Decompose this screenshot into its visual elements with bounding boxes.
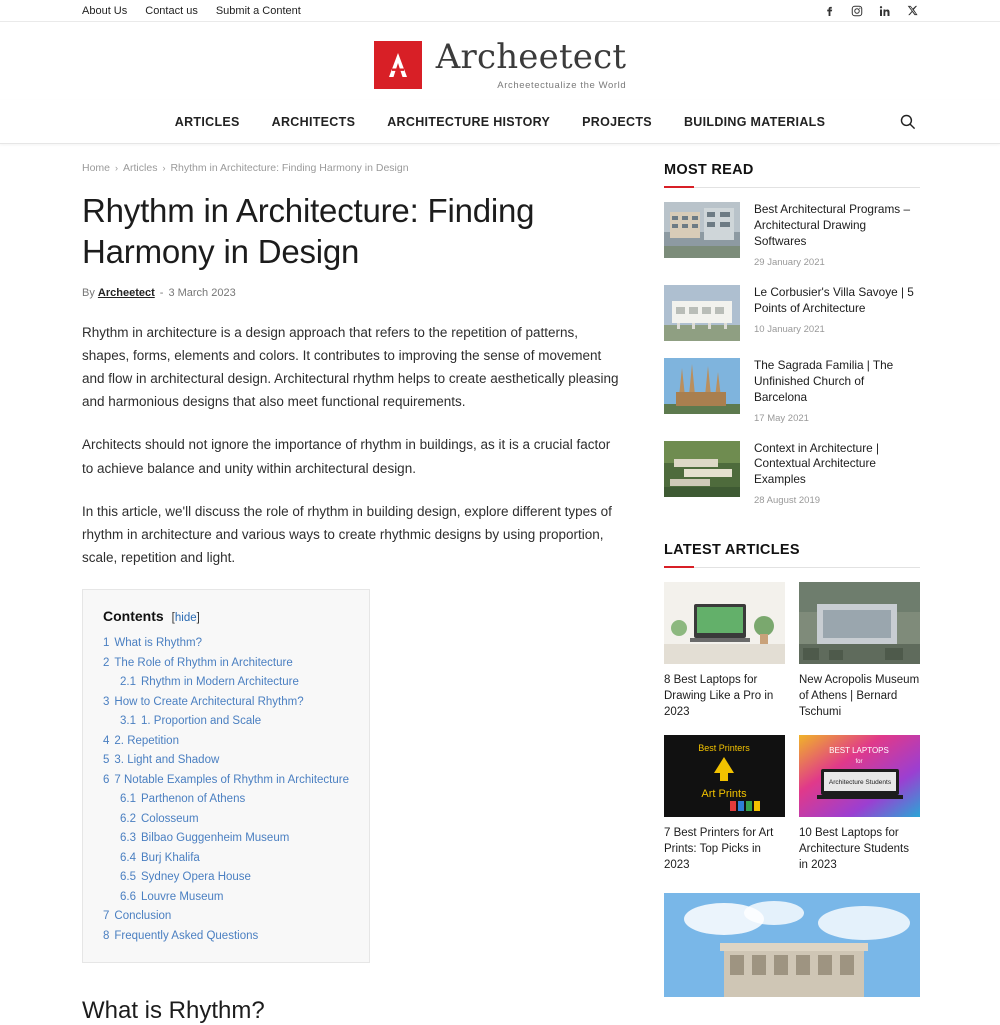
nav-link-architecture-history[interactable]: ARCHITECTURE HISTORY xyxy=(387,114,551,129)
toc-item-link[interactable]: Frequently Asked Questions xyxy=(114,929,259,942)
toc-item[interactable] xyxy=(103,716,349,728)
list-item-text xyxy=(754,285,920,341)
toc-list xyxy=(103,638,349,942)
breadcrumb-item-home[interactable]: Home xyxy=(82,162,111,174)
toc-item-number: 3.1 xyxy=(120,715,136,728)
toc-bracket-open: [ xyxy=(171,612,175,625)
top-link-about-us[interactable]: About Us xyxy=(82,4,128,17)
article-paragraph-2: Architects should not ignore the importance of rhythm in buildings, as it is a crucial factor to achieve balance and unity within architectural design. xyxy=(82,437,611,476)
toc-item[interactable] xyxy=(103,658,349,670)
sidebar-feature-image[interactable] xyxy=(664,893,920,997)
toc-item-link[interactable]: Sydney Opera House xyxy=(141,871,251,884)
instagram-icon[interactable] xyxy=(851,5,863,17)
toc-item-number: 6.3 xyxy=(120,832,136,845)
list-item[interactable] xyxy=(664,202,920,268)
top-bar-links xyxy=(82,5,301,17)
toc-item-number: 2 xyxy=(103,656,110,669)
toc-item[interactable] xyxy=(103,814,349,826)
list-item-date: 17 May 2021 xyxy=(754,412,809,424)
thumbnail-image xyxy=(799,582,920,664)
article-paragraph-3: In this article, we'll discuss the role of rhythm in building design, explore different types of rhythm in architecture and various ways to create rhythmic designs by using proportion, scale, repetition and light. xyxy=(82,503,612,566)
nav-item-articles[interactable] xyxy=(175,113,240,131)
thumbnail-image xyxy=(799,735,920,817)
list-item[interactable] xyxy=(664,358,920,424)
toc-item-number: 6.4 xyxy=(120,851,136,864)
toc-item[interactable] xyxy=(103,872,349,884)
toc-item-number: 6 xyxy=(103,773,110,786)
toc-item[interactable] xyxy=(103,677,349,689)
nav-link-projects[interactable]: PROJECTS xyxy=(582,114,652,129)
social-links xyxy=(824,5,918,17)
toc-item[interactable] xyxy=(103,697,349,709)
main-navigation xyxy=(0,100,1000,144)
list-item[interactable] xyxy=(664,441,920,507)
toc-item-link[interactable]: 7 Notable Examples of Rhythm in Architecture xyxy=(114,773,349,786)
list-item-title[interactable]: The Sagrada Familia | The Unfinished Church of Barcelona xyxy=(754,357,894,404)
list-item-title[interactable]: 7 Best Printers for Art Prints: Top Picks in 2023 xyxy=(664,826,774,871)
list-item-title[interactable]: 8 Best Laptops for Drawing Like a Pro in 2023 xyxy=(664,674,774,719)
toc-item-link[interactable]: How to Create Architectural Rhythm? xyxy=(114,695,304,708)
byline-date: 3 March 2023 xyxy=(168,286,236,299)
toc-item-number: 6.2 xyxy=(120,812,136,825)
list-item-title[interactable]: Context in Architecture | Contextual Architecture Examples xyxy=(754,440,880,487)
article-byline xyxy=(82,287,620,299)
facebook-icon[interactable] xyxy=(824,5,835,16)
thumbnail-image xyxy=(664,285,740,341)
svg-text:BEST LAPTOPS: BEST LAPTOPS xyxy=(829,745,889,755)
logo-tagline: Archeetectualize the World xyxy=(497,79,627,91)
list-item-date: 28 August 2019 xyxy=(754,495,821,507)
toc-item-link[interactable]: The Role of Rhythm in Architecture xyxy=(114,656,293,669)
list-item-title[interactable]: Le Corbusier's Villa Savoye | 5 Points of Architecture xyxy=(754,284,914,315)
toc-item[interactable] xyxy=(103,853,349,865)
toc-item[interactable] xyxy=(103,931,349,943)
sidebar-heading-most-read: MOST READ xyxy=(664,162,920,188)
toc-bracket-close: ] xyxy=(196,612,200,625)
linkedin-icon[interactable] xyxy=(879,5,891,17)
toc-item[interactable] xyxy=(103,892,349,904)
list-item-date: 10 January 2021 xyxy=(754,323,825,335)
top-link-submit-a-content[interactable]: Submit a Content xyxy=(215,4,301,17)
toc-item-link[interactable]: Bilbao Guggenheim Museum xyxy=(141,832,290,845)
breadcrumb-separator: › xyxy=(162,163,166,173)
list-item-text xyxy=(754,202,920,268)
toc-item-link[interactable]: Rhythm in Modern Architecture xyxy=(141,676,299,689)
toc-item[interactable] xyxy=(103,833,349,845)
toc-item-number: 4 xyxy=(103,734,110,747)
page-body xyxy=(0,144,1000,1025)
breadcrumb xyxy=(82,162,620,174)
logo-mark-icon xyxy=(374,41,422,89)
thumbnail-image xyxy=(664,441,740,497)
site-logo[interactable] xyxy=(0,22,1000,100)
nav-link-building-materials[interactable]: BUILDING MATERIALS xyxy=(683,114,826,129)
list-item-title[interactable]: New Acropolis Museum of Athens | Bernard Tschumi xyxy=(799,674,920,719)
thumbnail-image xyxy=(664,735,785,817)
thumbnail-image xyxy=(664,582,785,664)
thumbnail-image xyxy=(664,358,740,414)
toc-item[interactable] xyxy=(103,911,349,923)
svg-text:for: for xyxy=(855,758,863,765)
toc-item-link[interactable]: Colosseum xyxy=(141,812,199,825)
toc-item-link[interactable]: Louvre Museum xyxy=(141,890,224,903)
toc-item-number: 2.1 xyxy=(120,676,136,689)
nav-item-projects[interactable] xyxy=(582,113,652,131)
toc-item[interactable] xyxy=(103,736,349,748)
toc-item-number: 8 xyxy=(103,929,110,942)
toc-item-link[interactable]: Conclusion xyxy=(114,910,172,923)
article-content xyxy=(82,162,620,1025)
list-item-date: 29 January 2021 xyxy=(754,256,825,268)
breadcrumb-item-current: Rhythm in Architecture: Finding Harmony in Design xyxy=(170,162,409,174)
toc-item-number: 3 xyxy=(103,695,110,708)
logo-title: Archeetect xyxy=(435,36,627,77)
list-item[interactable] xyxy=(664,582,785,721)
toc-hide-link[interactable]: hide xyxy=(174,612,197,625)
toc-item-number: 5 xyxy=(103,754,110,767)
latest-articles-grid xyxy=(664,582,920,873)
list-item[interactable] xyxy=(799,582,920,721)
section-heading-what-is-rhythm: What is Rhythm? xyxy=(82,997,265,1025)
toc-item-link[interactable]: What is Rhythm? xyxy=(114,637,202,650)
list-item[interactable] xyxy=(664,285,920,341)
list-item[interactable] xyxy=(664,735,785,874)
list-item[interactable] xyxy=(799,735,920,874)
toc-item-link[interactable]: 2. Repetition xyxy=(114,734,179,747)
toc-item[interactable] xyxy=(103,638,349,650)
search-icon[interactable] xyxy=(896,111,918,133)
table-of-contents xyxy=(82,589,370,963)
thumbnail-image xyxy=(664,202,740,258)
toc-item-number: 6.1 xyxy=(120,793,136,806)
toc-item-link[interactable]: Parthenon of Athens xyxy=(141,793,246,806)
sidebar-heading-latest-articles: LATEST ARTICLES xyxy=(664,542,920,568)
byline-by-label: By xyxy=(82,286,95,299)
toc-item-number: 6.5 xyxy=(120,871,136,884)
toc-item-number: 7 xyxy=(103,910,110,923)
article-paragraph-1: Rhythm in architecture is a design approach that refers to the repetition of patterns, shapes, forms, elements and colors. It contributes to improving the sense of movement and flow in architectural design. Architectural rhythm helps to create aesthetically pleasing and harmonious designs that also meet functional requirements. xyxy=(82,324,619,410)
nav-item-building-materials[interactable] xyxy=(684,113,825,131)
nav-item-architects[interactable] xyxy=(272,113,356,131)
logo-text xyxy=(435,36,627,91)
toc-heading-label: Contents xyxy=(103,608,164,625)
sidebar xyxy=(664,162,920,1025)
top-bar xyxy=(0,0,1000,22)
toc-item[interactable] xyxy=(103,775,349,787)
toc-item-link[interactable]: Burj Khalifa xyxy=(141,851,200,864)
byline-author[interactable]: Archeetect xyxy=(97,286,155,299)
list-item-text xyxy=(754,441,920,507)
list-item-title[interactable]: Best Architectural Programs – Architectural Drawing Softwares xyxy=(754,202,911,248)
nav-list xyxy=(175,113,825,131)
nav-link-articles[interactable]: ARTICLES xyxy=(174,114,240,129)
toc-item-number: 1 xyxy=(103,637,110,650)
nav-item-architecture-history[interactable] xyxy=(387,113,550,131)
svg-text:Architecture Students: Architecture Students xyxy=(828,778,892,786)
toc-item-link[interactable]: 3. Light and Shadow xyxy=(114,754,220,767)
toc-item-link[interactable]: 1. Proportion and Scale xyxy=(141,715,262,728)
twitter-x-icon[interactable] xyxy=(907,5,918,16)
svg-text:Best Printers: Best Printers xyxy=(698,742,750,753)
toc-item-number: 6.6 xyxy=(120,890,136,903)
svg-text:Art Prints: Art Prints xyxy=(701,787,747,800)
nav-link-architects[interactable]: ARCHITECTS xyxy=(271,114,356,129)
breadcrumb-item-articles[interactable]: Articles xyxy=(123,162,158,174)
breadcrumb-separator: › xyxy=(115,163,119,173)
toc-item[interactable] xyxy=(103,794,349,806)
list-item-text xyxy=(754,358,920,424)
byline-dash: - xyxy=(159,286,164,299)
top-link-contact-us[interactable]: Contact us xyxy=(145,4,198,17)
toc-heading xyxy=(103,608,349,624)
toc-toggle[interactable] xyxy=(172,612,200,624)
toc-item[interactable] xyxy=(103,755,349,767)
list-item-title[interactable]: 10 Best Laptops for Architecture Students in 2023 xyxy=(799,826,909,871)
page-title: Rhythm in Architecture: Finding Harmony in Design xyxy=(82,192,535,271)
